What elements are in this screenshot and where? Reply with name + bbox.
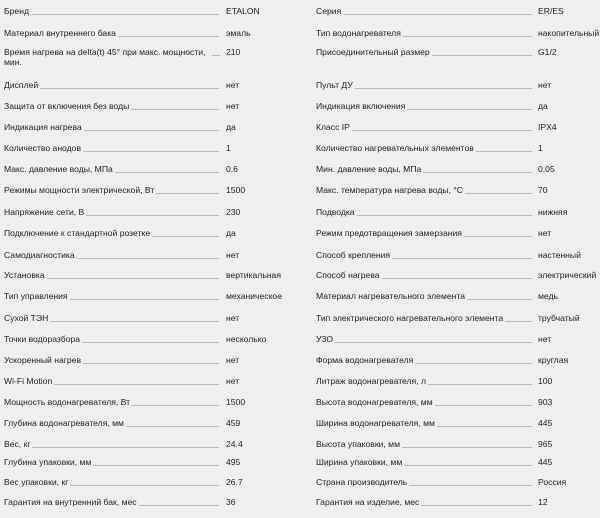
spec-value: 1500	[226, 185, 246, 195]
spec-row	[4, 439, 298, 453]
spec-label: Точки водоразбора	[4, 334, 81, 344]
row-leader-line	[316, 342, 532, 343]
spec-value: механическое	[226, 291, 282, 301]
spec-value: нет	[226, 355, 240, 365]
spec-label: Индикация нагрева	[4, 122, 82, 132]
spec-label: Мин. давление воды, МПа	[316, 164, 422, 174]
spec-row	[316, 457, 600, 471]
spec-value: 24.4	[226, 439, 243, 449]
spec-row	[4, 270, 298, 284]
spec-label: Форма водонагревателя	[316, 355, 414, 365]
spec-row	[4, 497, 298, 511]
spec-label: Глубина упаковки, мм	[4, 457, 92, 467]
spec-row	[316, 497, 600, 511]
spec-value: трубчатый	[538, 313, 580, 323]
spec-row	[316, 228, 600, 242]
spec-row	[316, 164, 600, 178]
spec-row	[4, 207, 298, 221]
spec-label: Литраж водонагревателя, л	[316, 376, 426, 386]
spec-label: Макс. температура нагрева воды, °С	[316, 185, 463, 195]
spec-row	[316, 185, 600, 199]
spec-value: 1500	[226, 397, 246, 407]
spec-value: 0.05	[538, 164, 555, 174]
spec-label: Подводка	[316, 207, 355, 217]
spec-row	[4, 291, 298, 305]
spec-row	[316, 397, 600, 411]
spec-value: 445	[538, 457, 553, 467]
spec-label: Количество нагревательных элементов	[316, 143, 474, 153]
spec-row	[316, 122, 600, 136]
spec-value: 26.7	[226, 477, 243, 487]
spec-value: несколько	[226, 334, 267, 344]
spec-row	[316, 291, 600, 305]
spec-row	[4, 397, 298, 411]
spec-value: 965	[538, 439, 553, 449]
spec-value: 210	[226, 47, 241, 57]
spec-value: настенный	[538, 250, 581, 260]
spec-label: Защита от включения без воды	[4, 101, 130, 111]
spec-value: электрический	[538, 270, 597, 280]
spec-label: Тип водонагревателя	[316, 28, 401, 38]
spec-value: 12	[538, 497, 548, 507]
spec-label: Ширина упаковки, мм	[316, 457, 403, 467]
spec-value: 70	[538, 185, 548, 195]
spec-row	[4, 457, 298, 471]
spec-value: нет	[226, 313, 240, 323]
spec-row	[4, 376, 298, 390]
spec-value: 0.6	[226, 164, 238, 174]
spec-value: медь	[538, 291, 558, 301]
spec-value: накопительный	[538, 28, 600, 38]
spec-row	[4, 334, 298, 348]
spec-row	[4, 228, 298, 242]
spec-row	[4, 418, 298, 432]
spec-value: 445	[538, 418, 553, 428]
spec-value: да	[226, 122, 236, 132]
spec-label: УЗО	[316, 334, 334, 344]
spec-label: Количество анодов	[4, 143, 82, 153]
spec-value: да	[538, 101, 548, 111]
spec-value: 36	[226, 497, 236, 507]
spec-label: Режим предотвращения замерзания	[316, 228, 462, 238]
spec-label: Дисплей	[4, 80, 39, 90]
spec-label: Бренд	[4, 6, 29, 16]
spec-value: ER/ES	[538, 6, 564, 16]
spec-value: Россия	[538, 477, 567, 487]
spec-value: 230	[226, 207, 241, 217]
spec-row	[4, 28, 298, 42]
spec-value: IPX4	[538, 122, 557, 132]
spec-label: Страна производитель	[316, 477, 408, 487]
spec-label: Способ нагрева	[316, 270, 380, 280]
spec-label: Присоединительный размер	[316, 47, 430, 57]
spec-value: нет	[226, 376, 240, 386]
spec-row	[316, 6, 600, 20]
spec-row	[316, 47, 600, 61]
spec-row	[316, 250, 600, 264]
spec-row	[316, 28, 600, 42]
spec-value: нет	[538, 228, 552, 238]
row-leader-line	[316, 14, 532, 15]
spec-value: 459	[226, 418, 241, 428]
spec-row	[316, 143, 600, 157]
spec-label: Подключение к стандартной розетке	[4, 228, 151, 238]
spec-value: круглая	[538, 355, 569, 365]
spec-row	[316, 376, 600, 390]
spec-value: нет	[226, 80, 240, 90]
row-leader-line	[4, 447, 219, 448]
spec-row	[4, 355, 298, 369]
spec-label: Ускоренный нагрев	[4, 355, 82, 365]
spec-label: Материал внутреннего бака	[4, 28, 116, 38]
spec-value: 1	[538, 143, 543, 153]
spec-row	[4, 313, 298, 327]
row-leader-line	[212, 55, 220, 56]
spec-label: Индикация включения	[316, 101, 406, 111]
spec-label: Ширина водонагревателя, мм	[316, 418, 435, 428]
spec-label: Напряжение сети, В	[4, 207, 85, 217]
spec-label: Тип электрического нагревательного элемента	[316, 313, 504, 323]
spec-row	[4, 143, 298, 157]
spec-value: 903	[538, 397, 553, 407]
spec-value: вертикальная	[226, 270, 281, 280]
spec-label: Тип управления	[4, 291, 68, 301]
row-leader-line	[4, 14, 219, 15]
spec-row	[4, 6, 298, 20]
spec-label: Самодиагностика	[4, 250, 75, 260]
spec-label: Пульт ДУ	[316, 80, 353, 90]
spec-row	[316, 334, 600, 348]
spec-row	[4, 164, 298, 178]
spec-label: Мощность водонагревателя, Вт	[4, 397, 131, 407]
spec-value: ETALON	[226, 6, 260, 16]
spec-value: нет	[538, 80, 552, 90]
spec-row	[316, 101, 600, 115]
spec-label: Способ крепления	[316, 250, 391, 260]
spec-row	[4, 101, 298, 115]
spec-label: Класс IP	[316, 122, 350, 132]
spec-row	[316, 270, 600, 284]
spec-label: Высота водонагревателя, мм	[316, 397, 433, 407]
spec-label: Сухой ТЭН	[4, 313, 49, 323]
spec-row	[316, 477, 600, 491]
spec-row	[316, 313, 600, 327]
spec-row	[4, 477, 298, 491]
spec-row	[316, 418, 600, 432]
spec-label: Время нагрева на delta(t) 45° при макс. мощности, мин.	[4, 47, 206, 67]
spec-label: Вес, кг	[4, 439, 31, 449]
spec-row	[316, 439, 600, 453]
spec-row	[316, 355, 600, 369]
spec-value: G1/2	[538, 47, 557, 57]
spec-value: нет	[538, 334, 552, 344]
spec-row	[316, 207, 600, 221]
spec-label: Wi-Fi Motion	[4, 376, 53, 386]
spec-row	[4, 185, 298, 199]
spec-value: нет	[226, 101, 240, 111]
spec-row	[4, 122, 298, 136]
spec-row	[4, 250, 298, 264]
spec-label: Гарантия на внутренний бак, мес	[4, 497, 137, 507]
spec-label: Установка	[4, 270, 45, 280]
spec-value: эмаль	[226, 28, 251, 38]
spec-row	[316, 80, 600, 94]
spec-label: Серия	[316, 6, 342, 16]
spec-label: Макс. давление воды, МПа	[4, 164, 113, 174]
spec-value: 495	[226, 457, 241, 467]
spec-value: 100	[538, 376, 553, 386]
spec-label: Вес упаковки, кг	[4, 477, 69, 487]
spec-value: да	[226, 228, 236, 238]
spec-label: Высота упаковки, мм	[316, 439, 400, 449]
spec-value: 1	[226, 143, 231, 153]
spec-row	[4, 80, 298, 94]
spec-label: Глубина водонагревателя, мм	[4, 418, 124, 428]
spec-label: Гарантия на изделие, мес	[316, 497, 420, 507]
spec-value: нет	[226, 250, 240, 260]
spec-value: нижняя	[538, 207, 568, 217]
spec-label: Материал нагревательного элемента	[316, 291, 466, 301]
spec-row	[4, 47, 298, 67]
spec-label: Режимы мощности электрической, Вт	[4, 185, 155, 195]
